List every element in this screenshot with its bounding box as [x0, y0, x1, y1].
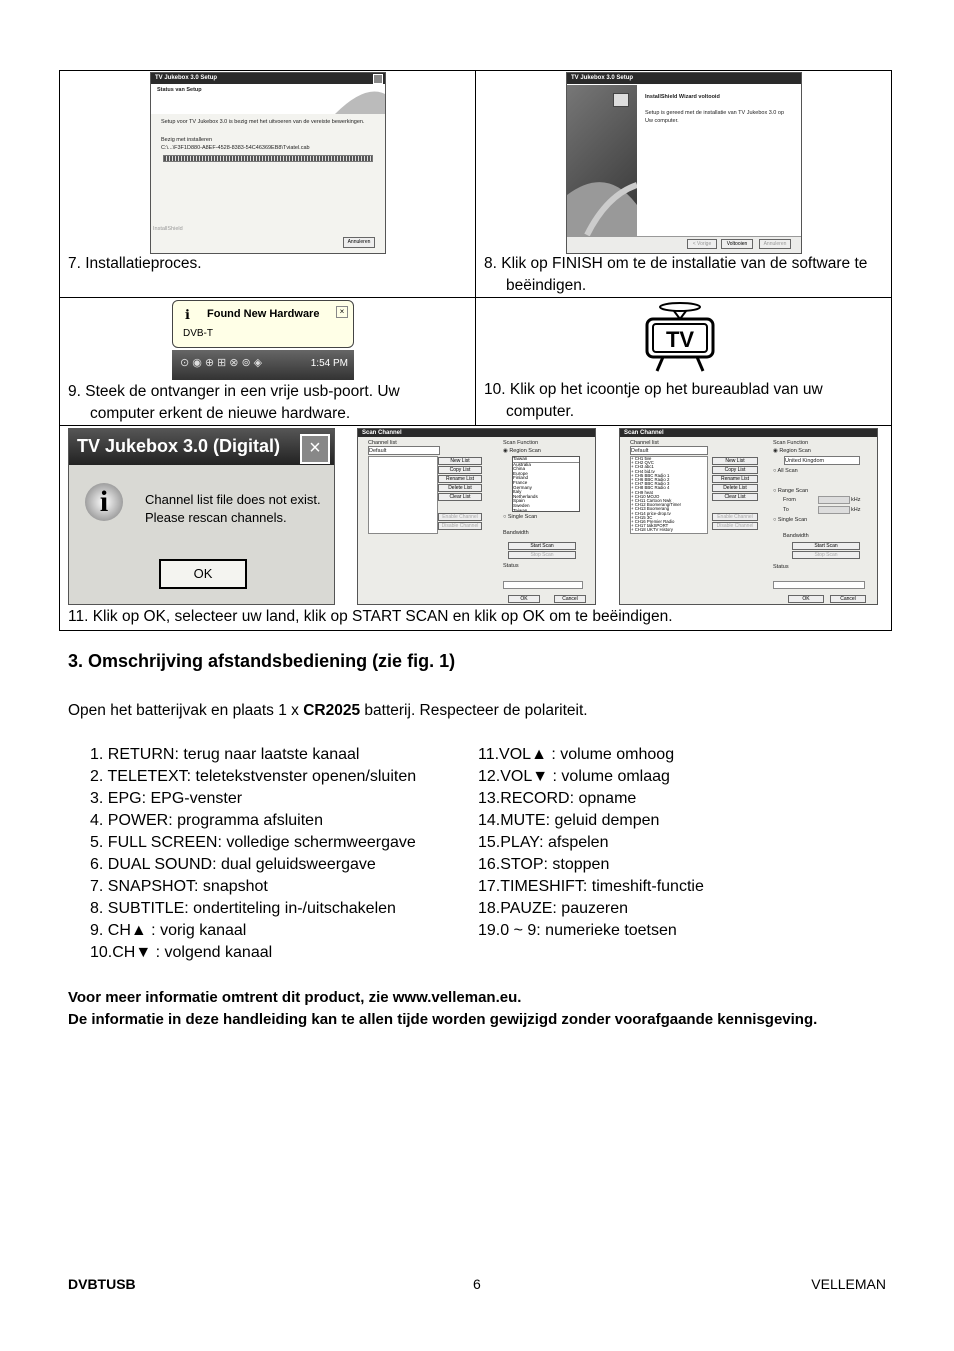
wizard-cancel-button[interactable]: Annuleren	[759, 239, 791, 249]
from-label: From	[783, 497, 796, 503]
tray-clock: 1:54 PM	[310, 358, 348, 369]
list-item: 15.PLAY: afspelen	[478, 834, 609, 851]
list-item: 8. SUBTITLE: ondertiteling in-/uitschakelen	[90, 900, 396, 917]
hardware-balloon	[172, 300, 354, 348]
setup-installing: Bezig met installeren	[161, 137, 213, 143]
delete-list-button[interactable]: Delete List	[712, 484, 758, 492]
khz-label: kHz	[851, 497, 861, 503]
rename-list-button[interactable]: Rename List	[438, 475, 482, 483]
scan-ok-button[interactable]: OK	[508, 595, 540, 603]
cell-step9	[60, 298, 476, 426]
disable-channel-button[interactable]: Disable Channel	[712, 522, 758, 530]
hardware-title: Found New Hardware	[207, 308, 320, 320]
delete-list-button[interactable]: Delete List	[438, 484, 482, 492]
new-list-button[interactable]: New List	[438, 457, 482, 465]
new-list-button[interactable]: New List	[712, 457, 758, 465]
wizard-heading: InstallShield Wizard voltooid	[645, 94, 720, 100]
list-item: 16.STOP: stoppen	[478, 856, 610, 873]
wizard-finish-button[interactable]: Voltooien	[721, 239, 753, 249]
jukebox-dialog	[68, 428, 335, 605]
setup-screenshot	[150, 72, 386, 254]
list-item: 19.0 ~ 9: numerieke toetsen	[478, 922, 677, 939]
scan-cancel-button[interactable]: Cancel	[830, 595, 866, 603]
country-option[interactable]: Taiwan	[513, 507, 528, 512]
country-option[interactable]: Netherlands	[513, 493, 538, 499]
country-option[interactable]: Europe	[513, 470, 528, 476]
country-option[interactable]: Germany	[513, 484, 532, 490]
scan-channel-list-label: Channel list	[630, 440, 659, 446]
copy-list-button[interactable]: Copy List	[438, 466, 482, 474]
jukebox-ok-button[interactable]: OK	[159, 559, 247, 589]
country-select[interactable]: United Kingdom	[784, 456, 860, 465]
scan-list-select[interactable]: Default	[630, 446, 708, 455]
setup-status: Status van Setup	[157, 87, 202, 93]
wizard-back-button[interactable]: < Vorige	[687, 239, 717, 249]
scan-channel-dialog-2	[619, 428, 878, 605]
enable-channel-button[interactable]: Enable Channel	[712, 513, 758, 521]
list-item: 7. SNAPSHOT: snapshot	[90, 878, 268, 895]
info-icon: ℹ	[185, 307, 190, 322]
jukebox-title: TV Jukebox 3.0 (Digital)	[77, 436, 281, 456]
tv-desktop-icon[interactable]	[641, 299, 719, 377]
channel-item[interactable]: + CH4 bid.tv	[631, 468, 655, 474]
channel-item[interactable]: + CH7 BBC Radio 3	[631, 481, 670, 487]
scan-title-1: Scan Channel	[358, 429, 595, 437]
country-option[interactable]: China	[513, 466, 526, 472]
channel-item[interactable]: + CH2 QVC	[631, 460, 654, 466]
intro-paragraph	[68, 702, 588, 720]
hardware-device: DVB-T	[183, 328, 213, 339]
list-item: 1. RETURN: terug naar laatste kanaal	[90, 746, 360, 763]
channel-item[interactable]: + CH10 MOJO	[631, 493, 660, 499]
range-scan-label: Range Scan	[777, 488, 809, 494]
caption-9-line2: computer erkent de nieuwe hardware.	[90, 405, 351, 422]
scan-channel-listbox[interactable]	[368, 456, 438, 534]
rename-list-button[interactable]: Rename List	[712, 475, 758, 483]
khz-label: kHz	[851, 507, 861, 513]
list-item: 12.VOL▼ : volume omlaag	[478, 768, 670, 785]
stop-scan-button[interactable]: Stop Scan	[508, 551, 576, 559]
wizard-sidebar	[567, 85, 637, 237]
range-scan-radio[interactable]: ○ Range Scan	[773, 488, 809, 494]
status-label: Status	[773, 564, 789, 570]
tray-icons: ⊙◉⊕⊞⊗⊚◈	[180, 357, 266, 369]
computer-icon	[613, 93, 629, 107]
to-input[interactable]	[818, 506, 850, 514]
channel-item[interactable]: + CH8 BBC Radio 4	[631, 485, 670, 491]
caption-10-line1: 10. Klik op het icoontje op het bureaublad van uw	[484, 381, 823, 398]
channel-item[interactable]: + CH18 UKTV History	[631, 527, 673, 533]
channel-tree[interactable]	[630, 456, 708, 534]
intro-text: Open het batterijvak en plaats 1 x	[68, 702, 304, 719]
footer-brand: VELLEMAN	[811, 1276, 886, 1292]
channel-item[interactable]: + CH9 heat	[631, 489, 653, 495]
list-item: 14.MUTE: geluid dempen	[478, 812, 660, 829]
installshield-label: InstallShield	[153, 226, 183, 232]
region-scan-label: Region Scan	[509, 448, 541, 454]
list-item: 10.CH▼ : volgend kanaal	[90, 944, 273, 961]
cell-step10	[476, 298, 892, 426]
scan-channel-dialog-1	[357, 428, 596, 605]
status-label: Status	[503, 563, 519, 569]
setup-swoosh	[335, 84, 385, 114]
jukebox-message-1: Channel list file does not exist.	[145, 492, 321, 507]
close-icon: ×	[336, 306, 348, 318]
list-item: 18.PAUZE: pauzeren	[478, 900, 629, 917]
all-scan-label: All Scan	[777, 468, 798, 474]
footer-model: DVBTUSB	[68, 1276, 136, 1292]
start-scan-button[interactable]: Start Scan	[792, 542, 860, 550]
region-scan-radio[interactable]: ◉ Region Scan	[503, 448, 541, 454]
country-dropdown[interactable]	[512, 456, 580, 512]
clear-list-button[interactable]: Clear List	[712, 493, 758, 501]
battery-type: CR2025	[303, 702, 361, 719]
info-note-1: Voor meer informatie omtrent dit product, zie www.velleman.eu.	[68, 989, 522, 1006]
enable-channel-button[interactable]: Enable Channel	[438, 513, 482, 521]
channel-item[interactable]: + CH16 Premier Radio	[631, 519, 675, 525]
hardware-screenshot	[172, 300, 354, 382]
country-option[interactable]: Australia	[513, 461, 531, 467]
jukebox-message-2: Please rescan channels.	[145, 510, 287, 525]
cell-step7	[60, 71, 476, 298]
to-label: To	[783, 507, 789, 513]
channel-item[interactable]: + CH6 BBC Radio 2	[631, 477, 670, 483]
caption-7: 7. Installatieproces.	[68, 255, 202, 272]
scan-function-label: Scan Function	[503, 440, 539, 446]
section-heading: 3. Omschrijving afstandsbediening (zie fig. 1)	[68, 651, 456, 671]
svg-text:TV: TV	[665, 327, 695, 352]
wizard-message: Setup is gereed met de installatie van TV Jukebox 3.0 op Uw computer.	[645, 110, 785, 124]
start-scan-button[interactable]: Start Scan	[508, 542, 576, 550]
channel-item[interactable]: + CH15 3C	[631, 514, 653, 520]
country-option[interactable]: Italy	[513, 489, 522, 495]
country-option[interactable]: Spain	[513, 498, 525, 504]
scan-list-select[interactable]: Default	[368, 446, 440, 455]
channel-item[interactable]: + CH1 5ve	[631, 456, 652, 461]
list-item: 3. EPG: EPG-venster	[90, 790, 243, 807]
list-item: 11.VOL▲ : volume omhoog	[478, 746, 675, 763]
status-bar	[503, 581, 583, 589]
region-scan-radio[interactable]: ◉ Region Scan	[773, 448, 811, 454]
channel-item[interactable]: + CH17 talkSPORT	[631, 523, 669, 529]
country-option[interactable]: France	[513, 479, 528, 485]
remote-list-left	[90, 744, 416, 964]
bandwidth-label: Bandwidth	[503, 530, 529, 536]
caption-9	[60, 381, 400, 425]
single-scan-label: Single Scan	[777, 517, 808, 523]
intro-text-end: batterij. Respecteer de polariteit.	[360, 702, 588, 719]
caption-8-line1: 8. Klik op FINISH om te de installatie van de software te	[484, 255, 868, 272]
channel-item[interactable]: + CH11 Cartoon Nwk	[631, 498, 672, 504]
single-scan-radio[interactable]: ○ Single Scan	[773, 517, 808, 523]
footer-page-number: 6	[473, 1276, 481, 1292]
caption-11: 11. Klik op OK, selecteer uw land, klik op START SCAN en klik op OK om te beëindigen.	[68, 608, 673, 625]
channel-item[interactable]: + CH3 abc1	[631, 464, 654, 470]
copy-list-button[interactable]: Copy List	[712, 466, 758, 474]
stop-scan-button[interactable]: Stop Scan	[792, 551, 860, 559]
scan-ok-button[interactable]: OK	[788, 595, 824, 603]
figure-table	[59, 70, 892, 631]
progress-bar	[163, 155, 373, 162]
cell-step11	[60, 426, 892, 631]
region-scan-label: Region Scan	[779, 448, 811, 454]
country-option[interactable]: Sweden	[513, 502, 530, 508]
list-item: 6. DUAL SOUND: dual geluidsweergave	[90, 856, 376, 873]
disable-channel-button[interactable]: Disable Channel	[438, 522, 482, 530]
cell-step8	[476, 71, 892, 298]
all-scan-radio[interactable]: ○ All Scan	[773, 468, 798, 474]
caption-10	[476, 379, 823, 423]
scan-function-label: Scan Function	[773, 440, 809, 446]
caption-8-line2: beëindigen.	[506, 277, 587, 294]
scan-channel-list-label: Channel list	[368, 440, 397, 446]
wizard-title: TV Jukebox 3.0 Setup	[567, 73, 801, 84]
setup-message: Setup voor TV Jukebox 3.0 is bezig met het uitvoeren van de vereiste bewerkingen.	[161, 119, 365, 125]
country-option[interactable]: Finland	[513, 475, 529, 481]
list-item: 2. TELETEXT: teletekstvenster openen/sluiten	[90, 768, 417, 785]
status-bar	[773, 581, 865, 589]
remote-list-right	[478, 744, 704, 942]
list-item: 13.RECORD: opname	[478, 790, 637, 807]
scan-title-2: Scan Channel	[620, 429, 877, 437]
close-icon	[373, 74, 383, 84]
caption-8	[476, 253, 867, 297]
list-item: 5. FULL SCREEN: volledige schermweergave	[90, 834, 416, 851]
close-icon[interactable]: ×	[300, 434, 330, 464]
clear-list-button[interactable]: Clear List	[438, 493, 482, 501]
single-scan-label: Single Scan	[507, 514, 538, 520]
channel-item[interactable]: + CH5 BBC Radio 1	[631, 472, 670, 478]
setup-cancel-button[interactable]: Annuleren	[343, 237, 375, 248]
channel-item[interactable]: + CH14 price-drop.tv	[631, 510, 671, 516]
caption-9-line1: 9. Steek de ontvanger in een vrije usb-poort. Uw	[68, 383, 400, 400]
caption-10-line2: computer.	[506, 403, 575, 420]
single-scan-radio[interactable]: ○ Single Scan	[503, 514, 538, 520]
country-option[interactable]: Taiwan	[513, 457, 579, 463]
list-item: 17.TIMESHIFT: timeshift-functie	[478, 878, 704, 895]
setup-title: TV Jukebox 3.0 Setup	[151, 73, 385, 84]
bandwidth-label: Bandwidth	[783, 533, 809, 539]
info-icon: i	[85, 483, 123, 521]
scan-cancel-button[interactable]: Cancel	[554, 595, 586, 603]
channel-item[interactable]: + CH13 Boomerang	[631, 506, 670, 512]
channel-item[interactable]: + CH12 Boomerang/Timer	[631, 502, 682, 508]
from-input[interactable]	[818, 496, 850, 504]
system-tray	[172, 350, 354, 380]
list-item: 9. CH▲ : vorig kanaal	[90, 922, 247, 939]
setup-path: C:\...\F3F1D880-A8EF-4528-8383-54C46369EB8\Tviatel.cab	[161, 145, 310, 151]
list-item: 4. POWER: programma afsluiten	[90, 812, 323, 829]
info-note-2: De informatie in deze handleiding kan te allen tijde worden gewijzigd zonder voorafgaande kennisgeving.	[68, 1011, 818, 1028]
wizard-screenshot	[566, 72, 802, 254]
